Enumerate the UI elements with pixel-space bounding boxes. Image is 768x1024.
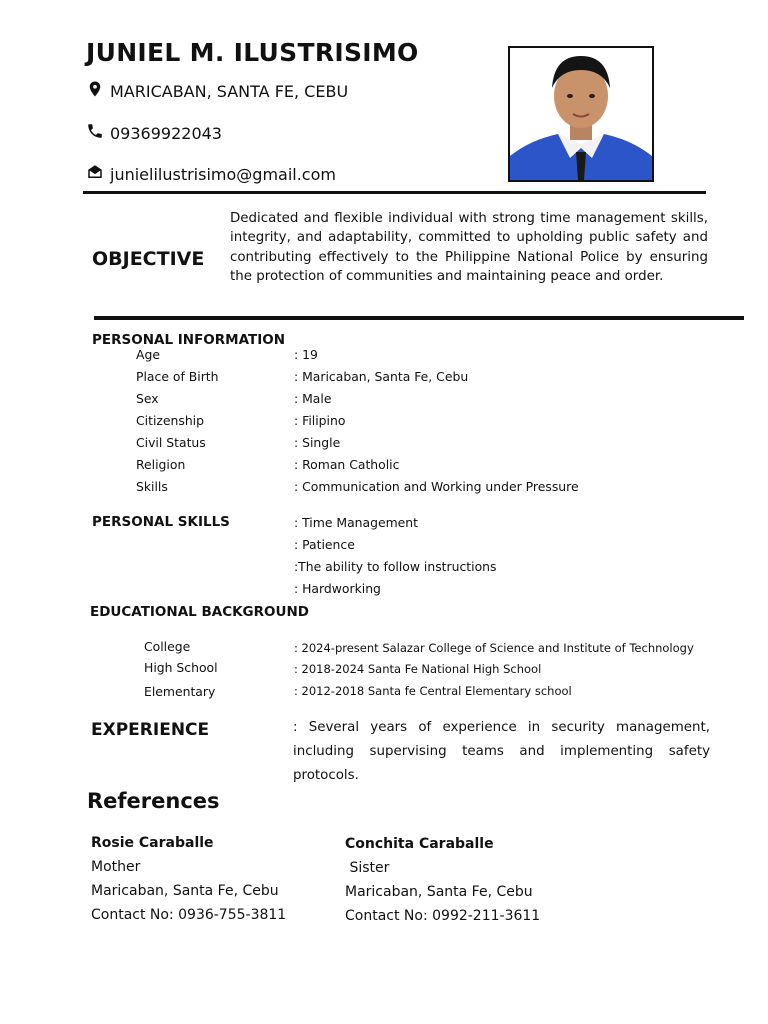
info-value: : Maricaban, Santa Fe, Cebu <box>294 369 469 384</box>
education-level: Elementary <box>144 684 216 699</box>
reference-address: Maricaban, Santa Fe, Cebu <box>345 884 533 900</box>
reference-relation: Sister <box>345 860 390 876</box>
reference-relation: Mother <box>91 859 141 875</box>
info-value: : Filipino <box>294 413 346 428</box>
reference-contact: Contact No: 0992-211-3611 <box>345 908 541 924</box>
address-line <box>86 80 348 102</box>
info-value: : Communication and Working under Pressure <box>294 479 579 494</box>
education-school: : 2012-2018 Santa fe Central Elementary school <box>294 684 572 698</box>
info-label: Age <box>136 347 160 362</box>
reference-card <box>91 831 286 927</box>
skill-item: : Patience <box>294 537 355 552</box>
info-label: Skills <box>136 479 168 494</box>
skill-item: : Time Management <box>294 515 418 530</box>
info-value: : Roman Catholic <box>294 457 400 472</box>
email-line <box>86 163 336 185</box>
education-school: : 2018-2024 Santa Fe National High School <box>294 662 542 676</box>
resume-name: JUNIEL M. ILUSTRISIMO <box>86 38 419 67</box>
objective-divider <box>94 316 744 320</box>
reference-name: Rosie Caraballe <box>91 835 214 851</box>
references-title: References <box>87 789 220 813</box>
header-divider <box>83 191 706 194</box>
skill-item: :The ability to follow instructions <box>294 559 497 574</box>
envelope-icon <box>86 163 104 185</box>
address-text: MARICABAN, SANTA FE, CEBU <box>110 81 349 101</box>
education-level: College <box>144 639 191 654</box>
education-level: High School <box>144 660 218 675</box>
phone-text: 09369922043 <box>110 123 222 143</box>
reference-card <box>345 832 540 928</box>
personal-info-title: PERSONAL INFORMATION <box>92 332 286 348</box>
objective-text: Dedicated and flexible individual with strong time management skills, integrity, and adaptability, committed to upholding public safety and contributing effectively to the Philippine National Police by ensuring the protection of communities and maintaining peace and order. <box>230 211 708 285</box>
info-value: : Single <box>294 435 341 450</box>
info-value: : 19 <box>294 347 318 362</box>
info-value: : Male <box>294 391 332 406</box>
info-label: Place of Birth <box>136 369 219 384</box>
experience-text: : Several years of experience in security management, including supervising teams and implementing safety protocols. <box>293 720 710 783</box>
info-label: Civil Status <box>136 435 206 450</box>
education-title: EDUCATIONAL BACKGROUND <box>90 604 309 620</box>
skill-item: : Hardworking <box>294 581 381 596</box>
email-text: junielilustrisimo@gmail.com <box>110 164 336 184</box>
objective-title: OBJECTIVE <box>92 248 205 270</box>
personal-skills-title: PERSONAL SKILLS <box>92 514 230 530</box>
reference-address: Maricaban, Santa Fe, Cebu <box>91 883 279 899</box>
info-label: Citizenship <box>136 413 204 428</box>
phone-line <box>86 122 222 144</box>
reference-contact: Contact No: 0936-755-3811 <box>91 907 287 923</box>
education-school: : 2024-present Salazar College of Science and Institute of Technology <box>294 641 694 655</box>
info-label: Religion <box>136 457 186 472</box>
experience-title: EXPERIENCE <box>91 720 210 740</box>
reference-name: Conchita Caraballe <box>345 836 494 852</box>
info-label: Sex <box>136 391 159 406</box>
phone-icon <box>86 122 104 144</box>
location-pin-icon <box>86 80 104 102</box>
profile-photo <box>508 46 654 182</box>
